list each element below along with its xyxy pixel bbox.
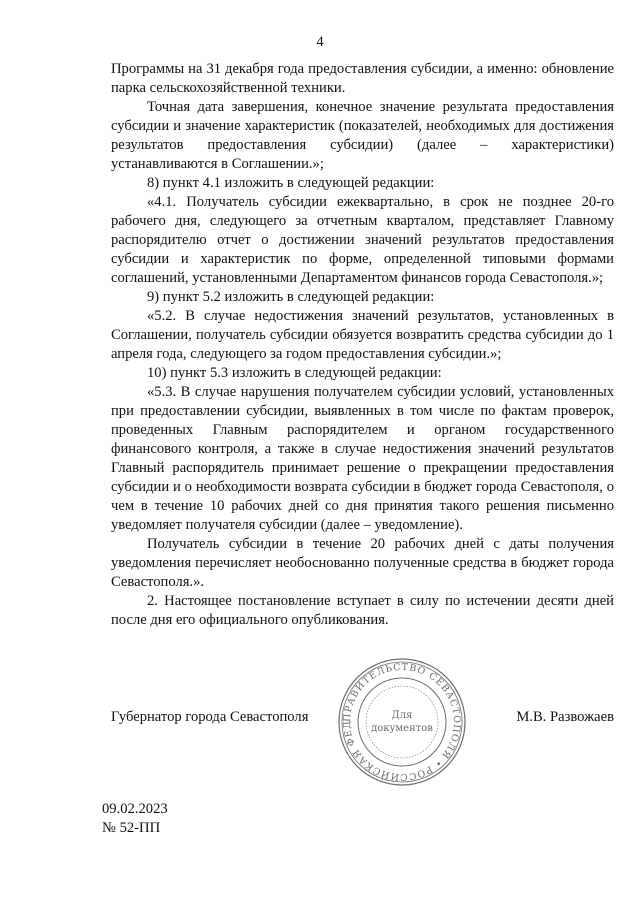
paragraph-5: 9) пункт 5.2 изложить в следующей редакции: — [147, 289, 435, 305]
paragraph-9: Получатель субсидии в течение 20 рабочих дней с даты получения уведомления перечисляет необоснованно полученные средства в бюджет города Севастополя.». — [111, 536, 614, 590]
paragraph-8: «5.3. В случае нарушения получателем субсидии условий, установленных при предоставлении субсидии, выявленных в том числе по фактам проверок, проведенных Главным распорядителем и органом государственного финансового контроля, а также в случае недостижения значений результатов Главный распорядитель принимает решение о прекращении предоставления субсидии и о необходимости возврата субсидии в бюджет города Севастополя, о чем в течение 10 рабочих дней со дня принятия такого решения письменно уведомляет получателя субсидии (далее – уведомление). — [111, 384, 614, 533]
signatory-position: Губернатор города Севастополя — [111, 709, 309, 725]
paragraph-3: 8) пункт 4.1 изложить в следующей редакции: — [147, 175, 435, 191]
seal-center-line-2: документов — [371, 723, 433, 734]
paragraph-7: 10) пункт 5.3 изложить в следующей редакции: — [147, 365, 442, 381]
document-body — [111, 60, 614, 630]
paragraph-10: 2. Настоящее постановление вступает в силу по истечении десяти дней после дня его официального опубликования. — [111, 593, 614, 628]
page-number: 4 — [316, 34, 324, 50]
document-number: № 52-ПП — [102, 820, 161, 836]
document-footer — [102, 800, 168, 838]
signatory-name: М.В. Развожаев — [516, 709, 614, 725]
paragraph-6: «5.2. В случае недостижения значений результатов, установленных в Соглашении, получатель субсидии обязуется возвратить средства субсидии до 1 апреля года, следующего за годом предоставления субсидии.»; — [111, 308, 614, 362]
paragraph-2: Точная дата завершения, конечное значение результата предоставления субсидии и значение характеристик (показателей, необходимых для достижения результатов предоставления субсидии) (далее – характеристики) устанавливаются в Соглашении.»; — [111, 99, 614, 172]
seal-icon — [336, 656, 468, 788]
official-seal — [336, 656, 468, 788]
document-date: 09.02.2023 — [102, 801, 168, 817]
paragraph-1: Программы на 31 декабря года предоставления субсидии, а именно: обновление парка сельскохозяйственной техники. — [111, 61, 614, 96]
seal-center-line-1: Для — [391, 710, 413, 721]
paragraph-4: «4.1. Получатель субсидии ежеквартально, в срок не позднее 20-го рабочего дня, следующего за отчетным кварталом, представляет Главному распорядителю отчет о достижении значений результатов предоставления субсидии и характеристик по форме, определенной типовыми формами соглашений, установленными Департаментом финансов города Севастополя.»; — [111, 194, 614, 286]
seal-outer-text: ПРАВИТЕЛЬСТВО СЕВАСТОПОЛЯ • РОССИЙСКАЯ ФЕД — [341, 661, 463, 783]
